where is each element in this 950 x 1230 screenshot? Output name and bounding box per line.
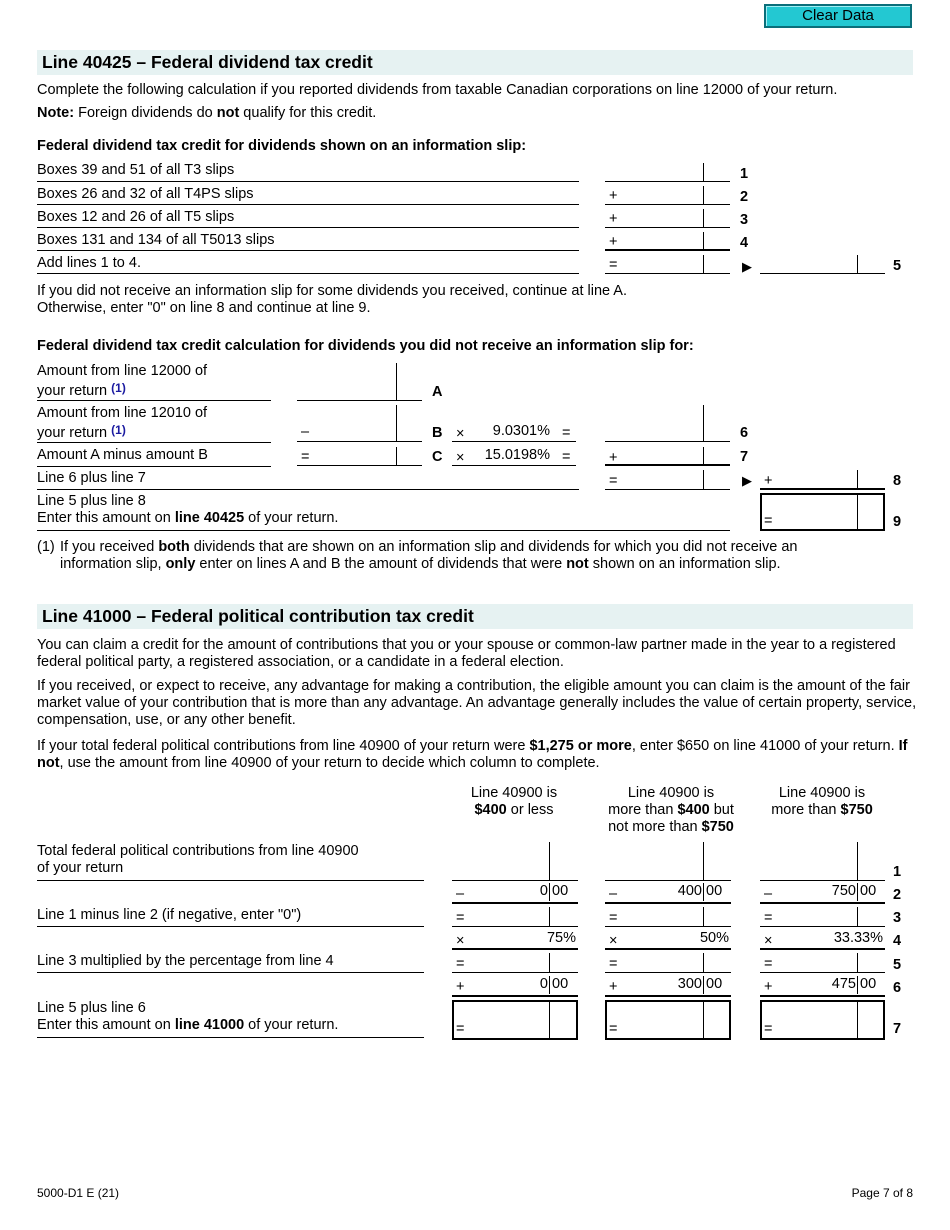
rate-B: 9.0301% — [492, 423, 550, 439]
row9-label-2: Enter this amount on line 40425 of your return. — [37, 510, 339, 526]
row9-label-1: Line 5 plus line 8 — [37, 493, 146, 509]
col1-line7-total-box[interactable] — [452, 1000, 578, 1040]
section-title-41000: Line 41000 – Federal political contribution tax credit — [37, 604, 913, 629]
section-title-40425: Line 40425 – Federal dividend tax credit — [37, 50, 913, 75]
col3-line6-dollars: 475 — [831, 976, 856, 992]
line-5-amount-field[interactable] — [760, 255, 857, 273]
col3-line2-cents: 00 — [860, 883, 877, 899]
footnote-line-1: If you received both dividends that are shown on an information slip and dividends for which you did not receive an — [60, 539, 798, 555]
footnote-line-2: information slip, only enter on lines A and B the amount of dividends that were not shown on an information slip. — [60, 556, 781, 572]
line-1-amount-field[interactable] — [605, 163, 703, 181]
col1-line2-dollars: 0 — [539, 883, 548, 899]
col2-line2-cents: 00 — [706, 883, 723, 899]
col3-line5-field[interactable] — [776, 953, 857, 972]
line-7-amount-field[interactable] — [622, 447, 703, 465]
line-C-amount-field[interactable] — [314, 447, 396, 465]
form-number: 5000-D1 E (21) — [37, 1186, 120, 1200]
page-number: Page 7 of 8 — [851, 1186, 913, 1200]
arrow-icon: ▶ — [742, 473, 752, 488]
rowB-label-1: Amount from line 12010 of — [37, 405, 208, 421]
line-9-total-box[interactable] — [760, 493, 885, 531]
info-text-1: If you did not receive an information slip for some dividends you received, continue at line A. — [37, 283, 627, 299]
line-8-amount-field[interactable] — [776, 470, 857, 489]
column-header-1: Line 40900 is $400 or less — [470, 785, 558, 818]
col2-line7-total-box[interactable] — [605, 1000, 731, 1040]
line-4-amount-field[interactable] — [622, 232, 703, 250]
col1-line6-dollars: 0 — [539, 976, 548, 992]
col3-line3-field[interactable] — [776, 907, 857, 926]
col3-line4-rate: 33.33% — [833, 930, 883, 946]
row1-label: Boxes 39 and 51 of all T3 slips — [37, 162, 235, 178]
col2-line6-cents: 00 — [706, 976, 723, 992]
line-8a-amount-field[interactable] — [622, 470, 703, 489]
rowB-label-2: your return $^{(1)}$ — [37, 423, 126, 441]
column-header-2: Line 40900 is more than $400 but not more than $750 — [608, 785, 734, 835]
r1-label-2: of your return — [37, 860, 124, 876]
column-header-3: Line 40900 is more than $750 — [771, 785, 873, 818]
row2-label: Boxes 26 and 32 of all T4PS slips — [37, 186, 254, 202]
arrow-icon: ▶ — [742, 259, 752, 274]
line-3-amount-field[interactable] — [622, 209, 703, 227]
col3-line2-dollars: 750 — [831, 883, 856, 899]
line-2-amount-field[interactable] — [622, 186, 703, 204]
col3-line1-field[interactable] — [760, 860, 857, 880]
line-5a-amount-field[interactable] — [622, 255, 703, 273]
col1-line5-field[interactable] — [470, 953, 549, 972]
row5-label: Add lines 1 to 4. — [37, 255, 141, 271]
footnote-ref[interactable]: (1) — [111, 423, 126, 437]
row3-label: Boxes 12 and 26 of all T5 slips — [37, 209, 235, 225]
r5-label: Line 3 multiplied by the percentage from line 4 — [37, 953, 334, 969]
col2-line5-field[interactable] — [622, 953, 703, 972]
rowA-label-2: your return $^{(1)}$ — [37, 381, 126, 399]
col1-line4-rate: 75% — [546, 930, 576, 946]
rowC-label: Amount A minus amount B — [37, 447, 208, 463]
clear-data-button[interactable]: Clear Data — [764, 4, 912, 28]
note-text: Note: Foreign dividends do not qualify for this credit. — [37, 105, 377, 121]
info-text-2: Otherwise, enter "0" on line 8 and continue at line 9. — [37, 300, 371, 316]
paragraph-2: If you received, or expect to receive, any advantage for making a contribution, the eligible amount you can claim is the amount of the fair market value of your contribution that is more than any advantage. An advantage generally includes the value of certain property, service, compensation, use, or any other benefit. — [37, 678, 917, 728]
col3-line6-cents: 00 — [860, 976, 877, 992]
intro-text: Complete the following calculation if you reported dividends from taxable Canadian corporations on line 12000 of your return. — [37, 82, 838, 98]
r7-label-2: Enter this amount on line 41000 of your return. — [37, 1017, 339, 1033]
paragraph-1: You can claim a credit for the amount of contributions that you or your spouse or common-law partner made in the year to a registered federal political party, a registered association, or a candidate in a federal election. — [37, 637, 896, 670]
col2-line6-dollars: 300 — [677, 976, 702, 992]
col2-line2-dollars: 400 — [677, 883, 702, 899]
col2-line3-field[interactable] — [622, 907, 703, 926]
col1-line6-cents: 00 — [552, 976, 569, 992]
col1-line2-cents: 00 — [552, 883, 569, 899]
line-B-amount-field[interactable] — [314, 422, 396, 441]
paragraph-3: If your total federal political contributions from line 40900 of your return were $1,275 or more, enter $650 on line 41000 of your return. If not, use the amount from line 40900 of your return to decide which column to complete. — [37, 738, 908, 771]
line-A-amount-field[interactable] — [297, 380, 396, 400]
row4-label: Boxes 131 and 134 of all T5013 slips — [37, 232, 275, 248]
r7-label-1: Line 5 plus line 6 — [37, 1000, 146, 1016]
rowA-label-1: Amount from line 12000 of — [37, 363, 208, 379]
r1-label-1: Total federal political contributions from line 40900 — [37, 843, 359, 859]
r3-label: Line 1 minus line 2 (if negative, enter "0") — [37, 907, 302, 923]
col3-line7-total-box[interactable] — [760, 1000, 885, 1040]
rate-C: 15.0198% — [484, 447, 550, 463]
col1-line3-field[interactable] — [470, 907, 549, 926]
footnote-number: (1) — [37, 539, 55, 555]
subheading-info-slip: Federal dividend tax credit for dividends shown on an information slip: — [37, 138, 527, 154]
subheading-no-slip: Federal dividend tax credit calculation for dividends you did not receive an information slip for: — [37, 338, 694, 354]
line-6-amount-field[interactable] — [605, 422, 703, 441]
footnote-ref[interactable]: (1) — [111, 381, 126, 395]
col2-line1-field[interactable] — [605, 860, 703, 880]
col1-line1-field[interactable] — [452, 860, 549, 880]
row8-label: Line 6 plus line 7 — [37, 470, 146, 486]
col2-line4-rate: 50% — [699, 930, 729, 946]
